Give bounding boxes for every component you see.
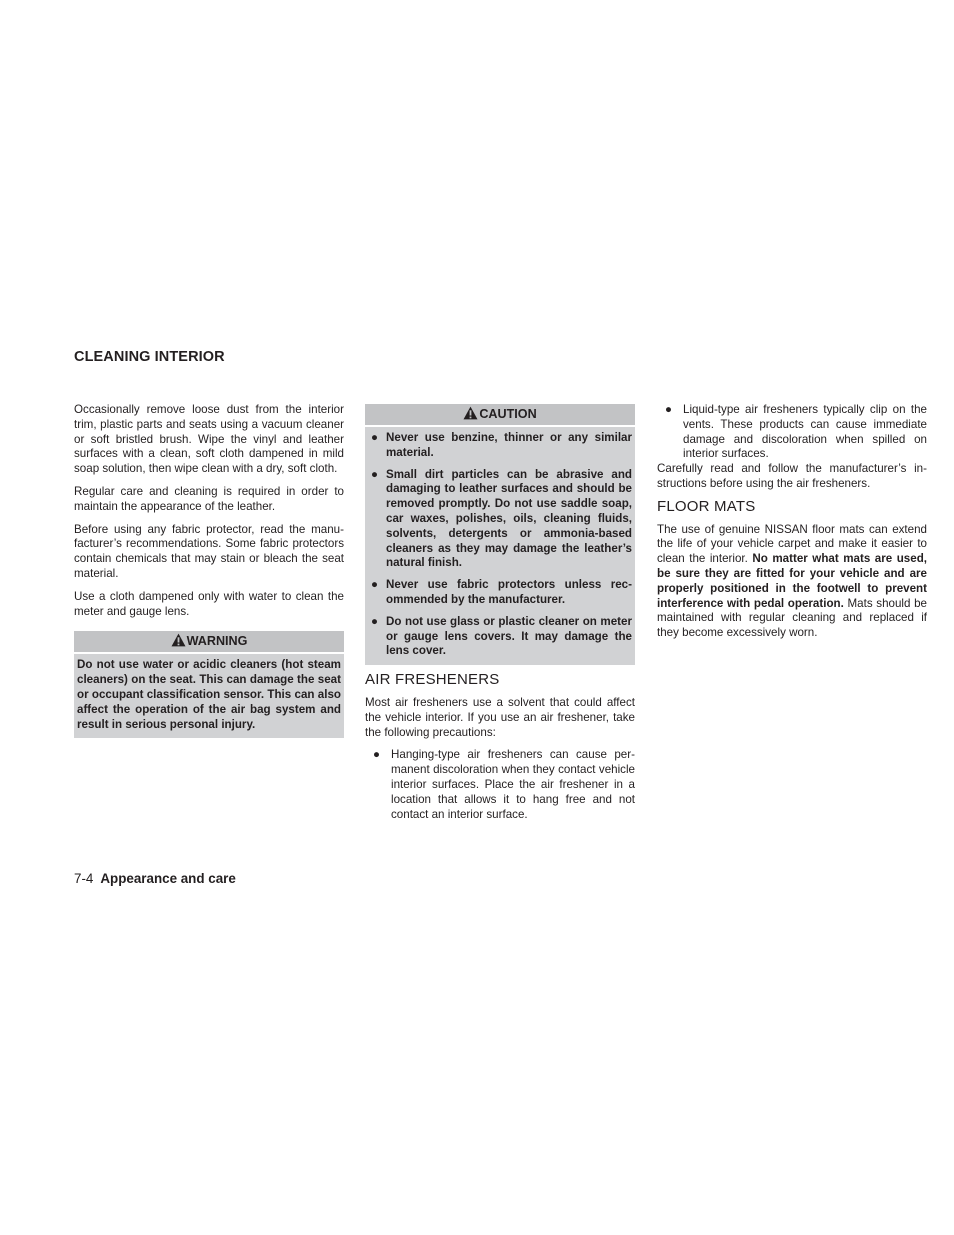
list-item: ● Liquid-type air fresheners typically clip on the vents. These products can cause immediate damage and discoloration when spilled on interior surfaces. (665, 403, 927, 461)
warning-label: WARNING (186, 634, 248, 649)
paragraph: Before using any fabric protector, read the manufacturer’s recommendations. Some fabric protectors contain chemicals that may stain or bleach the seat material. (74, 522, 344, 580)
bullet-icon: ● (373, 748, 381, 762)
paragraph: Use a cloth dampened only with water to clean the meter and gauge lens. (74, 589, 344, 618)
page-number: 7-4 (74, 871, 94, 886)
column-3 (657, 403, 927, 649)
page-footer (74, 871, 236, 886)
floor-mats-heading: FLOOR MATS (657, 497, 756, 515)
list-item: ● Never use fabric protectors unless recommended by the manufacturer. (371, 578, 632, 606)
list-item: ● Never use benzine, thinner or any similar material. (371, 431, 632, 459)
air-fresheners-heading: AIR FRESHENERS (365, 671, 500, 689)
caution-body (365, 427, 635, 665)
caution-list (368, 431, 632, 659)
list-item: ● Small dirt particles can be abrasive and damaging to leather surfaces and should be removed promptly. Do not use saddle soap, car waxes, polishes, oils, cleaning fluids, solvents, detergents or ammonia-based cleaners as they may damage the leather’s natural finish. (371, 467, 632, 570)
list-item: ● Do not use glass or plastic cleaner on meter or gauge lens covers. It may damage the lens cover. (371, 614, 632, 658)
paragraph: Occasionally remove loose dust from the interior trim, plastic parts and seats using a vacuum cleaner or soft bristled brush. Wipe the vinyl and leather surfaces with a clean, soft cloth dampened in mild soap solution, then wipe clean with a dry, soft cloth. (74, 403, 344, 476)
bullet-icon: ● (371, 431, 379, 444)
warning-box (74, 631, 344, 738)
bullet-icon: ● (371, 578, 379, 592)
paragraph: Carefully read and follow the manufacturer’s instructions before using the air fresheners. (657, 462, 927, 490)
warning-triangle-icon (171, 633, 186, 654)
paragraph: Most air fresheners use a solvent that could affect the vehicle interior. If you use an air freshener, take the following precautions: (365, 695, 635, 739)
bullet-icon: ● (371, 467, 379, 481)
caution-header (365, 404, 635, 427)
air-fresheners-list (365, 748, 635, 822)
caution-box (365, 404, 635, 665)
section-title: CLEANING INTERIOR (74, 349, 225, 365)
list-item: ● Hanging-type air fresheners can cause permanent discoloration when they contact vehicle interior surfaces. Place the air freshener in a location that allows it to hang free and not contact an interior surface. (373, 748, 635, 821)
footer-section-name: Appearance and care (100, 871, 236, 886)
column-2 (365, 403, 635, 822)
air-fresheners-list-continued (657, 403, 927, 462)
bullet-icon: ● (371, 614, 379, 628)
floor-mats-paragraph: The use of genuine NISSAN floor mats can extend the life of your vehicle carpet and make it easier to clean the interior. No matter what mats are used, be sure they are fitted for your vehicle and are properly positioned in the footwell to prevent interference with pedal operation. Mats should be maintained with regular cleaning and replaced if they become excessively worn. (657, 522, 927, 640)
warning-header (74, 631, 344, 654)
warning-text: Do not use water or acidic cleaners (hot steam cleaners) on the seat. This can damage the seat or occupant classification sensor. This can also affect the operation of the air bag system and result in serious personal injury. (77, 658, 341, 731)
column-1 (74, 403, 344, 738)
paragraph: Regular care and cleaning is required in order to maintain the appearance of the leather. (74, 484, 344, 513)
warning-triangle-icon (463, 406, 478, 427)
caution-label: CAUTION (479, 407, 537, 421)
bullet-icon: ● (665, 403, 673, 416)
